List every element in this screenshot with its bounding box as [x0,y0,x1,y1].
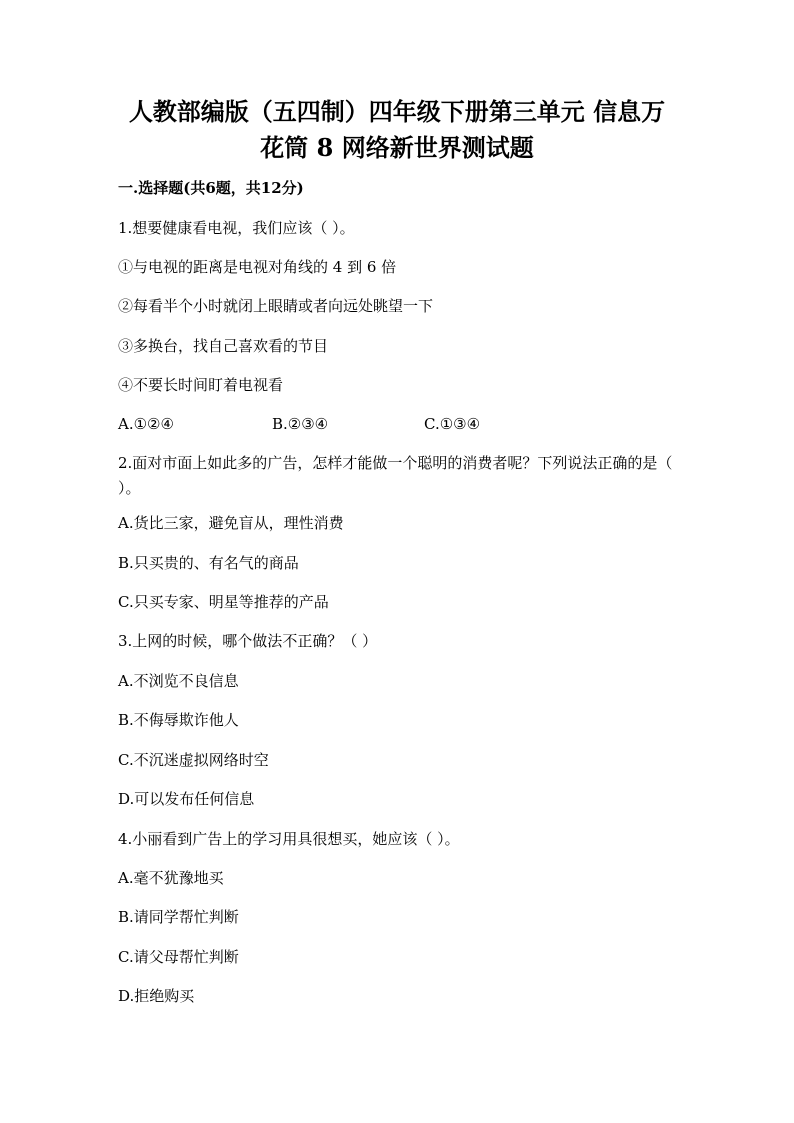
question-4-option-d: D.拒绝购买 [118,987,195,1005]
question-1-statement-3: ③多换台，找自己喜欢看的节目 [118,337,329,355]
question-1-statement-2: ②每看半个小时就闭上眼睛或者向远处眺望一下 [118,297,434,315]
question-4-option-a: A.毫不犹豫地买 [118,869,224,887]
question-1-option-c: C.①③④ [424,415,481,433]
title-line-2: 花筒 8 网络新世界测试题 [260,133,534,162]
section-heading: 一.选择题(共6题，共12分) [118,179,304,197]
question-1-statement-1: ①与电视的距离是电视对角线的 4 到 6 倍 [118,258,397,276]
question-2-stem: 2.面对市面上如此多的广告，怎样才能做一个聪明的消费者呢？下列说法正确的是（ ）。 [118,454,673,497]
question-1-statement-4: ④不要长时间盯着电视看 [118,376,284,394]
page-title [118,94,676,166]
question-3-option-d: D.可以发布任何信息 [118,790,255,808]
question-2-option-a: A.货比三家，避免盲从，理性消费 [118,514,344,532]
question-1-options [118,413,678,435]
question-4-stem: 4.小丽看到广告上的学习用具很想买，她应该（ ）。 [118,830,460,848]
title-line-1: 人教部编版（五四制）四年级下册第三单元 信息万 [128,97,666,126]
question-3-option-c: C.不沉迷虚拟网络时空 [118,751,269,769]
question-2-option-c: C.只买专家、明星等推荐的产品 [118,593,329,611]
question-3-option-a: A.不浏览不良信息 [118,672,239,690]
question-3-stem: 3.上网的时候，哪个做法不正确？（ ） [118,632,378,650]
question-1-stem: 1.想要健康看电视，我们应该（ ）。 [118,219,355,237]
question-4-option-c: C.请父母帮忙判断 [118,948,239,966]
question-1-option-a: A.①②④ [118,415,174,433]
question-1-option-b: B.②③④ [272,415,329,433]
question-2-option-b: B.只买贵的、有名气的商品 [118,554,299,572]
question-4-option-b: B.请同学帮忙判断 [118,908,239,926]
question-3-option-b: B.不侮辱欺诈他人 [118,711,239,729]
